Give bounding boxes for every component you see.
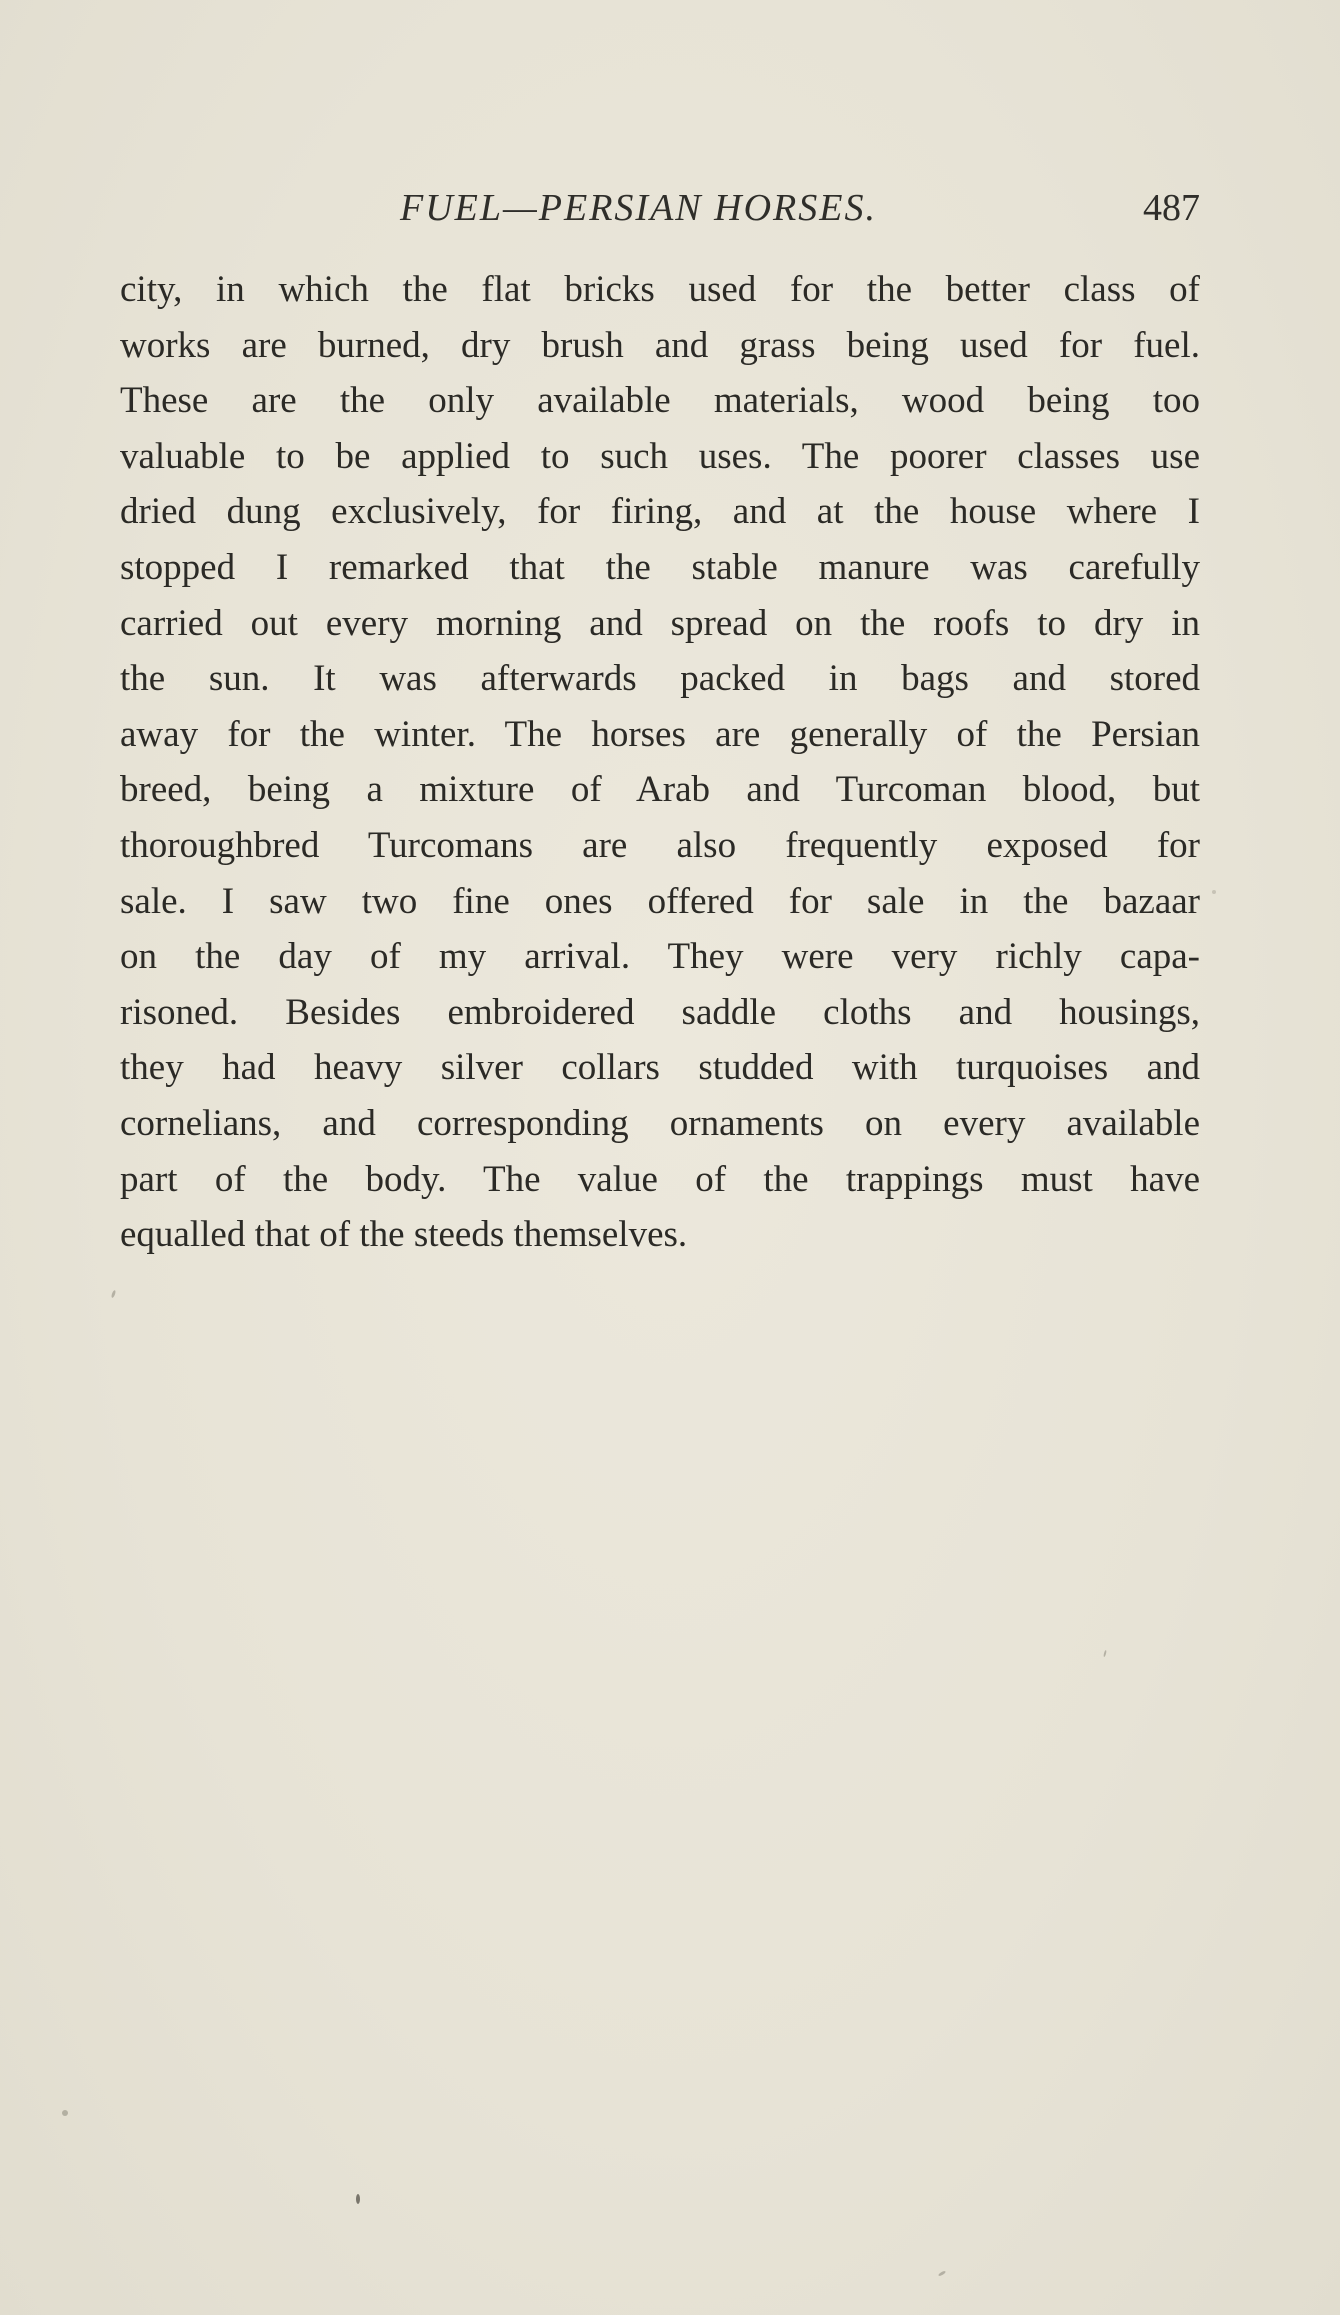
text-line: carried out every morning and spread on the roofs to dry in [120, 602, 1200, 644]
text-line: away for the winter. The horses are generally of the Persian [120, 713, 1200, 755]
text-line: stopped I remarked that the stable manure was carefully [120, 546, 1200, 588]
text-line: city, in which the flat bricks used for the better class of [120, 269, 1200, 310]
paper-speck [1103, 1650, 1107, 1657]
paper-speck [938, 2270, 946, 2277]
text-line: sale. I saw two fine ones offered for sale in the bazaar [120, 880, 1200, 922]
page-number: 487 [1143, 187, 1200, 229]
text-line: dried dung exclusively, for firing, and at the house where I [120, 491, 1200, 533]
text-line: thoroughbred Turcomans are also frequently exposed for [120, 824, 1200, 866]
text-line: valuable to be applied to such uses. The poorer classes use [120, 435, 1200, 477]
text-line: risoned. Besides embroidered saddle cloths and housings, [120, 991, 1200, 1033]
text-line: they had heavy silver collars studded with turquoises and [120, 1047, 1200, 1089]
paper-speck [111, 1290, 117, 1299]
text-line: equalled that of the steeds themselves. [120, 1214, 688, 1256]
text-line: the sun. It was afterwards packed in bags and stored [120, 658, 1200, 700]
text-line: works are burned, dry brush and grass being used for fuel. [120, 324, 1200, 366]
text-line: on the day of my arrival. They were very richly capa- [120, 936, 1200, 978]
text-line: breed, being a mixture of Arab and Turcoman blood, but [120, 769, 1200, 811]
paper-speck [1212, 890, 1216, 894]
paper-speck [356, 2194, 360, 2204]
text-line: part of the body. The value of the trappings must have [120, 1158, 1200, 1200]
paper-speck [62, 2110, 68, 2116]
running-title: FUEL—PERSIAN HORSES. [400, 187, 877, 229]
running-head [120, 186, 1200, 246]
body-paragraph [120, 262, 1200, 1263]
text-line: These are the only available materials, wood being too [120, 380, 1200, 422]
text-line: cornelians, and corresponding ornaments on every available [120, 1102, 1200, 1144]
